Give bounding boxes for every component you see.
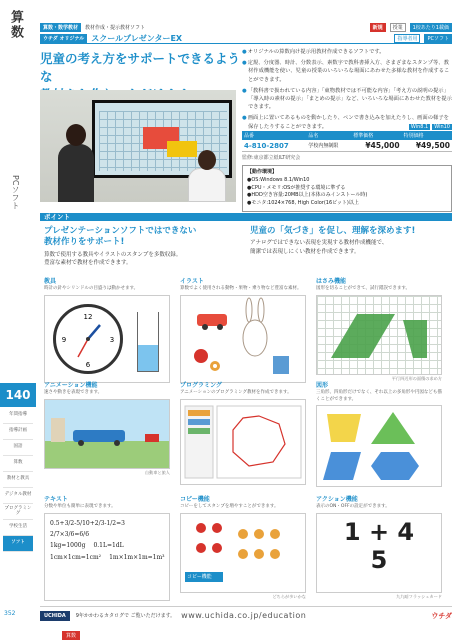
tag: 1校あたり1載価 [410, 23, 452, 32]
math-line: 0.1L=1dL [93, 542, 124, 550]
flashcard-image [316, 513, 442, 593]
table-header: 品番 [242, 131, 306, 140]
section-title: 算数 [8, 10, 23, 40]
footer-note: 9年かかわるカタログで ご覧いただけます。 [75, 613, 176, 619]
svg-text:3: 3 [109, 335, 115, 344]
feature-list [242, 48, 452, 134]
os-tag: Win10 [434, 124, 450, 130]
headline: 児童の考え方をサポートできるような [40, 51, 241, 85]
card-shapes: 図形 三角形、四角形だけでなく、それ以上の多角形や円図なども描くことができます。 [316, 380, 442, 487]
new-badge: 新規 [370, 23, 386, 32]
feature-item: ● オリジナルの算数向け提示用教材作成できるソフトです。 [242, 48, 452, 56]
side-nav [3, 408, 33, 552]
original-badge: ウチダ オリジナル [40, 34, 87, 43]
tag: 授業 [390, 23, 406, 32]
product-title-bar [40, 34, 452, 44]
math-line: 0.5+3/2-5/10+2/3-1/2=3 [50, 519, 125, 527]
table-header: 標準価格 [351, 131, 401, 140]
tools-image [44, 295, 170, 383]
footer [40, 606, 452, 624]
point-label: ポイント [44, 213, 70, 221]
programming-image [180, 399, 306, 485]
footer-url[interactable]: www.uchida.co.jp/education [181, 611, 307, 620]
section-subtitle: PCソフト [11, 175, 20, 210]
card-animation: アニメーション機能 速さや動きを表現できます。 自動車と旅人 [44, 382, 170, 475]
card-copy: コピー機能 コピーをしてスタンプを増やすことができます。 コピー機能 どちらが多いかな [180, 496, 306, 599]
svg-text:6: 6 [85, 360, 91, 369]
table-header: 品名 [306, 131, 351, 140]
flash-bottom: 5 [370, 545, 388, 574]
point-left: プレゼンテーションソフトではできない 教材作りをサポート! 算数で使用する教具やイラストのスタンプを多数収録。 豊富な素材で教材を作成できます。 [44, 226, 197, 267]
student-figure [188, 150, 226, 202]
maker-note: 監修:東京都立紙ILT研究会 [242, 155, 301, 161]
flash-top: 1 + 4 [343, 517, 415, 546]
clock-icon [53, 304, 123, 374]
svg-text:12: 12 [83, 312, 93, 321]
copy-image [180, 513, 306, 593]
illustration-image [180, 295, 306, 383]
math-line: 2/7×3/6=6/6 [50, 530, 90, 538]
table-row [242, 140, 452, 152]
mini-tag: 指導者用 [394, 34, 420, 43]
nav-item[interactable]: プログラミング [3, 504, 33, 520]
text-image [44, 513, 170, 601]
item-name: 学校内無制限 [306, 140, 351, 152]
copy-badge: コピー機能 [187, 573, 212, 580]
svg-text:9: 9 [61, 335, 67, 344]
system-requirements: 【動作環境】 ●OS:Windows 8.1/Win10 ●CPU・メモリ:OSが推奨する環境に準ずる ●HDD空き容量:20MB以上(本体のみインストール時) ●モニタ:1024×768, High Color(16ビット)以上 [242, 165, 452, 212]
math-line: 1kg=1000g [50, 542, 86, 550]
card-action: アクション機能 表示のON・OFFの設定ができます。 1 + 4 5 九九暗フラッシュカード [316, 496, 442, 599]
feature-item: ● 画面上に置いてあるものを動かしたり、ペンで書き込みを加えたりし、画面の様子を保存したりすることができます。 [242, 114, 452, 130]
teacher-figure [58, 124, 94, 202]
card-text: テキスト 分数や単位も簡単に表現できます。 0.5+3/2-5/10+2/3-1/2=3 2/7×3/6=6/6 1kg=1000g 0.1L=1dL 1cm×1cm=1cm² 1m×1m×1m=1m³ [44, 494, 170, 601]
nav-item[interactable]: 年間指導 [3, 408, 33, 424]
bottom-tag: 算数 [62, 631, 80, 640]
apple-icon [194, 349, 208, 363]
nav-item-active[interactable]: ソフト [3, 536, 33, 552]
page-number-badge: 140 [0, 383, 36, 407]
nav-item[interactable]: デジタル教材 [3, 488, 33, 504]
special-price: ¥49,500 [402, 140, 452, 152]
feature-item: ● 定規、分度器、時計、分数表示、素数字で教科書挿入方、さまざまなスタンプ等、教材作成機能を使い、児童の授業のいろいろな場面にあわせた多様な教材を作成することができます。 [242, 59, 452, 84]
uchida-logo: UCHIDA [40, 611, 70, 621]
product-code: 4-810-2807 [242, 140, 306, 152]
card-programming: プログラミング アニメーションのプログラミング教材を作成できます。 [180, 380, 306, 485]
nav-item[interactable]: 学校生活 [3, 520, 33, 536]
price-table [242, 131, 452, 152]
nav-item[interactable]: 国語 [3, 440, 33, 456]
mini-tag: PCソフト [424, 34, 452, 43]
os-tags [242, 124, 452, 130]
price-block [242, 124, 452, 212]
scissors-image [316, 295, 442, 375]
card-teaching-tools: 教具 時計の針やシリンドルの目盛りは動かせます。 12 3 6 9 [44, 276, 170, 383]
list-price: ¥45,000 [351, 140, 401, 152]
car-icon [197, 314, 227, 326]
animation-image [44, 399, 170, 469]
shapes-image [316, 405, 442, 487]
category-sub: 教材作成・提示教材ソフト [85, 25, 146, 31]
card-illustration: イラスト 算数でよく使用される動物・果物・乗り物など豊富な素材。 [180, 276, 306, 383]
feature-item: ● 「教科書で扱われている内容」「東物教材では不可能な内容」「考え方の説明の提示」「導入時の素材の提示」「まとめの提示」など、いろいろな場面にあわせた教材を提示できます。 [242, 87, 452, 112]
nav-item[interactable]: 教材と教具 [3, 472, 33, 488]
point-band [40, 213, 452, 221]
math-line: 1m×1m×1m=1m³ [109, 553, 165, 561]
math-line: 1cm×1cm=1cm² [50, 553, 102, 561]
category-label: 算数・数学教材 [40, 23, 81, 32]
nav-item[interactable]: 算数 [3, 456, 33, 472]
nav-item[interactable]: 指導計画 [3, 424, 33, 440]
point-right: 児童の「気づき」を促し、理解を深めます! アナログではできない表現を実現する教材作成機能で、 簡潔では表現しにくい教材を作成できます。 [250, 226, 416, 255]
beaker-icon [137, 312, 159, 372]
brand-logo: ウチダ [431, 611, 452, 620]
footer-page-number: 352 [4, 610, 16, 617]
product-title: スクールプレゼンターEX [91, 34, 183, 43]
category-header [40, 23, 452, 32]
table-header: 特別価格 [402, 131, 452, 140]
card-scissors: はさみ機能 図形を切ることができて、試行錯誤できます。 平行四辺形の面積の求め方 [316, 278, 442, 381]
left-sidebar [0, 0, 36, 644]
os-tag: Win8.1 [410, 124, 429, 130]
product-photo [40, 90, 236, 202]
